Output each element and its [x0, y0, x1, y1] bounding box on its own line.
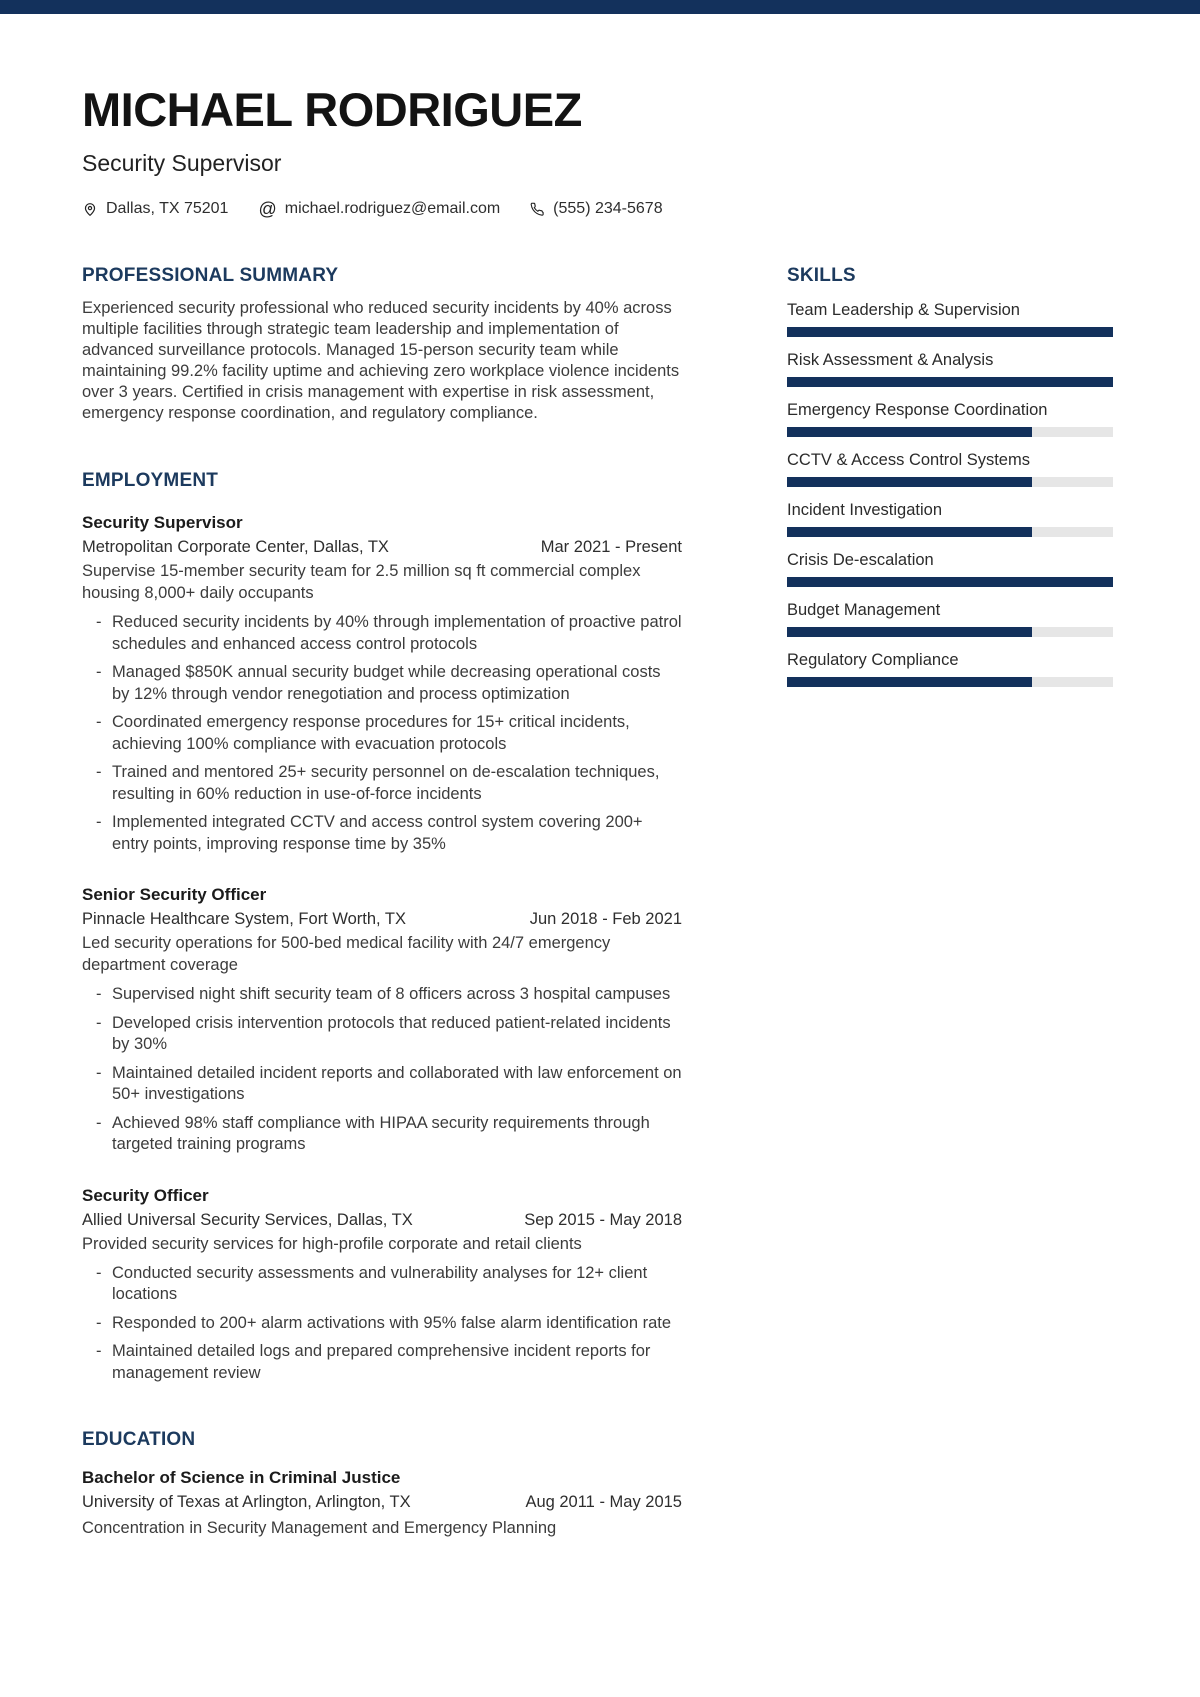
candidate-title: Security Supervisor: [82, 150, 282, 176]
job-bullets: [82, 1263, 682, 1385]
contact-location: [82, 200, 228, 218]
email-at-icon: @: [258, 199, 277, 219]
contact-location-text: Dallas, TX 75201: [106, 200, 229, 217]
bullet-text: Managed $850K annual security budget while decreasing operational costs by 12% through vendor renegotiation and process optimization: [112, 663, 661, 703]
bullet-text: Coordinated emergency response procedures for 15+ critical incidents, achieving 100% compliance with evacuation protocols: [112, 713, 630, 753]
bullet-dash: -: [96, 1063, 102, 1082]
job-title: Security Officer: [82, 1185, 209, 1205]
skill-label: CCTV & Access Control Systems: [787, 451, 1030, 469]
skill-bar: [787, 577, 1113, 587]
skill-label: Budget Management: [787, 601, 941, 619]
skill-bar: [787, 377, 1113, 387]
skill-bar: [787, 327, 1113, 337]
bullet-dash: -: [96, 713, 102, 731]
bullet-dash: -: [96, 1013, 102, 1032]
bullet-text: Achieved 98% staff compliance with HIPAA security requirements through targeted training programs: [112, 1113, 650, 1153]
employment-heading: EMPLOYMENT: [82, 470, 219, 491]
education-concentration: Concentration in Security Management and Emergency Planning: [82, 1519, 557, 1537]
job-meta-row: [82, 907, 682, 931]
skill-bar-fill: [787, 527, 1032, 537]
bullet-text: Responded to 200+ alarm activations with 95% false alarm identification rate: [112, 1313, 672, 1332]
job-company: Allied Universal Security Services, Dallas, TX: [82, 1210, 413, 1229]
bullet-dash: -: [96, 663, 102, 681]
summary-text: Experienced security professional who reduced security incidents by 40% across multiple facilities through strategic team leadership and implementation of advanced surveillance protocols. Managed 15-person security team while maintaining 99.2% facility uptime and achieving zero workplace violence incidents over 3 years. Certified in crisis management with expertise in risk assessment, emergency response coordination, and regulatory compliance.: [82, 299, 680, 422]
bullet-item: [82, 612, 682, 655]
phone-icon: [530, 202, 545, 217]
bullet-text: Maintained detailed logs and prepared comprehensive incident reports for management review: [112, 1342, 651, 1382]
bullet-dash: -: [96, 763, 102, 781]
bullet-dash: -: [96, 1313, 102, 1332]
skill-item: [787, 450, 1113, 487]
bullet-item: [82, 1313, 682, 1335]
bullet-item: [82, 662, 682, 705]
skill-label: Incident Investigation: [787, 501, 943, 519]
bullet-item: [82, 762, 682, 805]
employment-section: [82, 470, 682, 1384]
summary-heading: PROFESSIONAL SUMMARY: [82, 265, 339, 286]
skills-heading: SKILLS: [787, 265, 856, 286]
job-title: Security Supervisor: [82, 513, 243, 532]
contact-email: [258, 200, 500, 218]
bullet-item: [82, 1341, 682, 1384]
job-meta-row: [82, 535, 682, 559]
contact-phone-text: (555) 234-5678: [553, 200, 663, 217]
bullet-dash: -: [96, 1263, 102, 1282]
bullet-item: [82, 1063, 682, 1106]
education-section: [82, 1429, 682, 1541]
skill-bar-fill: [787, 627, 1032, 637]
job-dates: Mar 2021 - Present: [540, 538, 682, 556]
contact-email-text: michael.rodriguez@email.com: [284, 200, 501, 217]
resume-header: [82, 83, 1113, 219]
job-bullets: [82, 612, 682, 855]
contact-row: [82, 200, 1113, 218]
bullet-dash: -: [96, 1113, 102, 1132]
skill-bar-fill: [787, 577, 1113, 587]
job-dates: Jun 2018 - Feb 2021: [529, 910, 682, 928]
top-accent-bar: [0, 0, 1200, 14]
job-company: Pinnacle Healthcare System, Fort Worth, TX: [82, 910, 407, 928]
bullet-item: [82, 712, 682, 755]
contact-phone: [530, 200, 662, 218]
bullet-text: Supervised night shift security team of 8 officers across 3 hospital campuses: [112, 985, 671, 1003]
bullet-dash: -: [96, 613, 102, 631]
skill-bar-fill: [787, 677, 1032, 687]
bullet-text: Trained and mentored 25+ security personnel on de-escalation techniques, resulting in 60% reduction in use-of-force incidents: [112, 763, 660, 803]
bullet-item: [82, 812, 682, 855]
education-meta-row: [82, 1490, 682, 1515]
bullet-item: [82, 1013, 682, 1056]
skill-item: [787, 350, 1113, 387]
education-heading: EDUCATION: [82, 1429, 196, 1450]
skill-label: Crisis De-escalation: [787, 551, 934, 569]
skill-bar-fill: [787, 427, 1032, 437]
job-summary: Provided security services for high-profile corporate and retail clients: [82, 1234, 582, 1253]
main-column: [82, 265, 682, 1541]
skill-bar: [787, 427, 1113, 437]
bullet-text: Reduced security incidents by 40% through implementation of proactive patrol schedules and enhanced access control protocols: [112, 613, 682, 653]
skill-item: [787, 600, 1113, 637]
job-company: Metropolitan Corporate Center, Dallas, TX: [82, 538, 389, 556]
job-bullets: [82, 984, 682, 1156]
jobs-list: [82, 510, 682, 1384]
job-entry: [82, 510, 682, 855]
candidate-name: MICHAEL RODRIGUEZ: [82, 83, 582, 136]
skill-label: Risk Assessment & Analysis: [787, 351, 994, 369]
bullet-text: Implemented integrated CCTV and access control system covering 200+ entry points, improving response time by 35%: [112, 813, 643, 853]
bullet-text: Conducted security assessments and vulnerability analyses for 12+ client locations: [112, 1263, 648, 1303]
job-title: Senior Security Officer: [82, 885, 267, 904]
education-dates: Aug 2011 - May 2015: [525, 1493, 682, 1511]
bullet-item: [82, 1113, 682, 1156]
skill-label: Emergency Response Coordination: [787, 401, 1048, 419]
job-summary: Led security operations for 500-bed medical facility with 24/7 emergency department coverage: [82, 934, 611, 974]
location-pin-icon: [82, 201, 98, 217]
bullet-text: Developed crisis intervention protocols that reduced patient-related incidents by 30%: [112, 1013, 671, 1053]
job-dates: Sep 2015 - May 2018: [524, 1210, 682, 1229]
skill-bar-fill: [787, 477, 1032, 487]
skill-item: [787, 400, 1113, 437]
job-summary: Supervise 15-member security team for 2.5 million sq ft commercial complex housing 8,000+ daily occupants: [82, 562, 641, 602]
skill-item: [787, 650, 1113, 687]
skill-bar-fill: [787, 327, 1113, 337]
skills-column: [787, 265, 1113, 1541]
skill-bar: [787, 477, 1113, 487]
education-school: University of Texas at Arlington, Arlington, TX: [82, 1493, 411, 1511]
bullet-dash: -: [96, 813, 102, 831]
job-entry: [82, 882, 682, 1156]
bullet-dash: -: [96, 985, 102, 1003]
education-degree: Bachelor of Science in Criminal Justice: [82, 1468, 401, 1487]
skill-item: [787, 550, 1113, 587]
skills-list: [787, 300, 1113, 687]
skill-bar: [787, 527, 1113, 537]
skill-label: Regulatory Compliance: [787, 651, 959, 669]
bullet-text: Maintained detailed incident reports and collaborated with law enforcement on 50+ investigations: [112, 1063, 682, 1103]
skill-bar: [787, 627, 1113, 637]
bullet-item: [82, 1263, 682, 1306]
summary-section: [82, 265, 682, 424]
resume-page: [0, 14, 1200, 1541]
bullet-item: [82, 984, 682, 1006]
bullet-dash: -: [96, 1342, 102, 1360]
skill-bar-fill: [787, 377, 1113, 387]
two-column-layout: [82, 265, 1113, 1541]
skill-item: [787, 300, 1113, 337]
skill-label: Team Leadership & Supervision: [787, 301, 1020, 319]
skill-item: [787, 500, 1113, 537]
job-entry: [82, 1183, 682, 1385]
job-meta-row: [82, 1208, 682, 1232]
skill-bar: [787, 677, 1113, 687]
